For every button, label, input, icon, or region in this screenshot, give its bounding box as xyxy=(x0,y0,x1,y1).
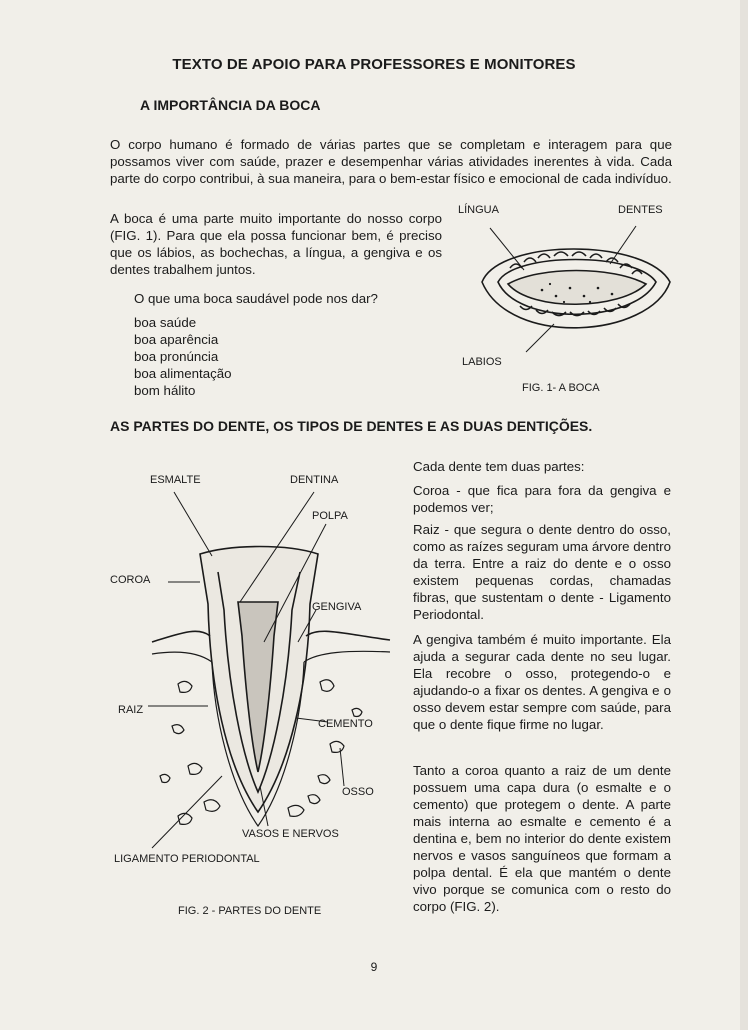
root-paragraph: Raiz - que segura o dente dentro do osso, como as raízes seguram uma árvore dentro da terra. Entre a raiz do dente e o osso existem pequenas cordas, chamadas fibras, que sustentam o dente - Ligamento Periodontal. xyxy=(413,522,671,622)
section-heading-tooth: AS PARTES DO DENTE, OS TIPOS DE DENTES E AS DUAS DENTIÇÕES. xyxy=(110,418,593,434)
tooth-parts-intro: Cada dente tem duas partes: xyxy=(413,459,585,474)
page-number: 9 xyxy=(370,960,378,974)
label-teeth: DENTES xyxy=(618,204,663,216)
label-ligament: LIGAMENTO PERIODONTAL xyxy=(114,853,260,865)
question-text: O que uma boca saudável pode nos dar? xyxy=(134,291,378,306)
list-item: boa alimentação xyxy=(134,366,232,381)
page-title: TEXTO DE APOIO PARA PROFESSORES E MONITORES xyxy=(172,56,576,73)
list-item: bom hálito xyxy=(134,383,196,398)
intro-paragraph: O corpo humano é formado de várias partes que se completam e interagem para que possamos viver com saúde, prazer e desempenhar várias atividades inerentes à vida. Cada parte do corpo contribui, à sua maneira, para o bem-estar físico e emocional de cada indivíduo. xyxy=(110,137,672,186)
mouth-paragraph: A boca é uma parte muito importante do nosso corpo (FIG. 1). Para que ela possa funcionar bem, é preciso que os lábios, as bochechas, a língua, a gengiva e os dentes trabalhem juntos. xyxy=(110,211,442,277)
label-bone: OSSO xyxy=(342,786,374,798)
list-item: boa pronúncia xyxy=(134,349,219,364)
label-crown: COROA xyxy=(110,574,151,586)
figure1-caption: FIG. 1- A BOCA xyxy=(522,382,600,394)
list-item: boa saúde xyxy=(134,315,197,330)
tongue-shape xyxy=(508,271,646,305)
tooth-illustration xyxy=(148,486,394,868)
crown-paragraph: Coroa - que fica para fora da gengiva e podemos ver; xyxy=(413,483,671,515)
label-tongue: LÍNGUA xyxy=(458,204,499,216)
label-cementum: CEMENTO xyxy=(318,718,373,730)
benefits-list xyxy=(134,314,232,399)
label-root: RAIZ xyxy=(118,704,144,716)
label-vessels: VASOS E NERVOS xyxy=(242,828,339,840)
label-pulp: POLPA xyxy=(312,510,348,522)
mouth-illustration xyxy=(470,218,676,366)
list-item: boa aparência xyxy=(134,332,219,347)
gum-paragraph: A gengiva também é muito importante. Ela ajuda a segurar cada dente no seu lugar. Ela recobre o osso, protegendo-o e ajudando-o a fixar os dentes. A gengiva e o osso devem estar sempre com saúde, para que o dente fique firme no lugar. xyxy=(413,632,671,732)
label-gum: GENGIVA xyxy=(312,601,362,613)
label-enamel: ESMALTE xyxy=(150,474,201,486)
label-lips: LABIOS xyxy=(462,356,502,368)
page-edge xyxy=(740,0,748,1030)
label-dentin: DENTINA xyxy=(290,474,339,486)
figure2-caption: FIG. 2 - PARTES DO DENTE xyxy=(178,905,322,917)
section-heading-mouth: A IMPORTÂNCIA DA BOCA xyxy=(140,97,321,113)
enamel-paragraph: Tanto a coroa quanto a raiz de um dente possuem uma capa dura (o esmalte e o cemento) que protegem o dente. A parte mais interna ao esmalte e cemento é a dentina e, bem no interior do dente existem nervos e vasos sanguíneos que formam a polpa dental. É ela que mantém o dente vivo porque se comunica com o resto do corpo (FIG. 2). xyxy=(413,763,671,914)
